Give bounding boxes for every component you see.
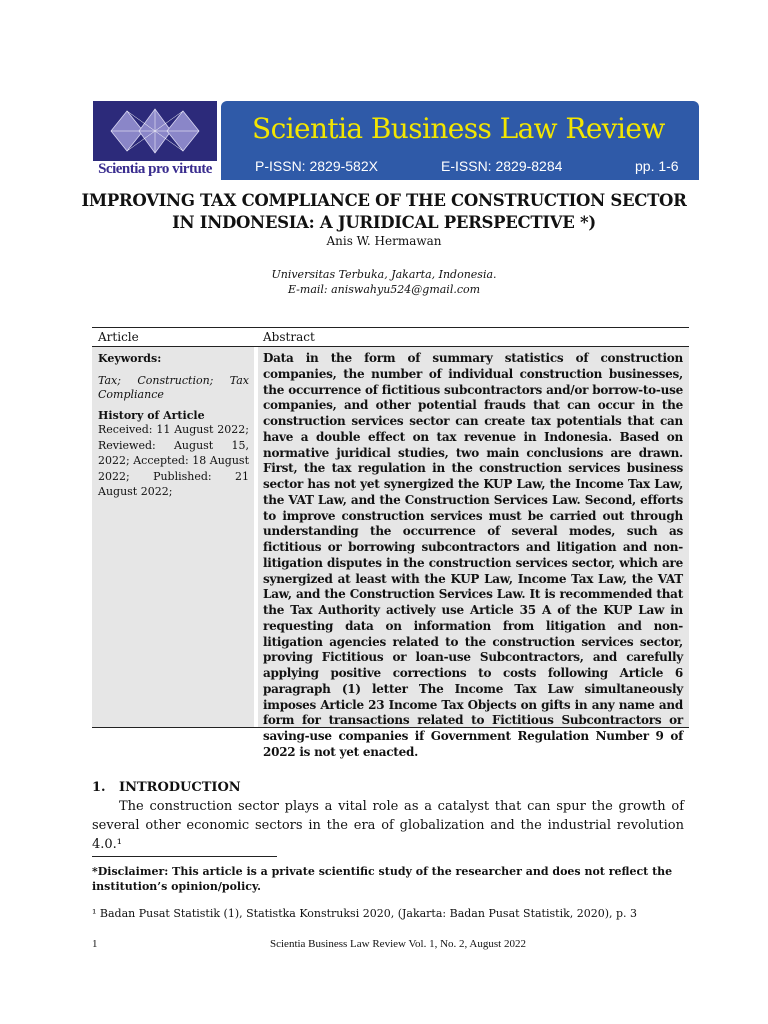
article-info-cell	[92, 347, 254, 727]
journal-logo	[93, 101, 217, 179]
footnote-1: ¹ Badan Pusat Statistik (1), Statistka Konstruksi 2020, (Jakarta: Badan Pusat Statistik, 2020), p. 3	[92, 907, 638, 920]
keywords-label: Keywords:	[98, 352, 162, 365]
table-bottom-rule	[92, 727, 689, 728]
history-label: History of Article	[98, 409, 205, 422]
section-number: 1.	[92, 780, 106, 795]
table-header-article: Article	[98, 330, 139, 344]
running-footer: Scientia Business Law Review Vol. 1, No. 2, August 2022	[270, 938, 526, 950]
footnote-disclaimer: *Disclaimer: This article is a private scientific study of the researcher and does not reflect the institution’s opinion/policy.	[92, 865, 673, 893]
section-heading	[92, 780, 241, 795]
affiliation: Universitas Terbuka, Jakarta, Indonesia.	[271, 268, 497, 281]
history-text: Received: 11 August 2022; Reviewed: August 15, 2022; Accepted: 18 August 2022; Published: 21 August 2022;	[98, 423, 249, 498]
article-title-line1: IMPROVING TAX COMPLIANCE OF THE CONSTRUCTION SECTOR	[81, 191, 687, 210]
section-title: INTRODUCTION	[119, 780, 241, 795]
p-issn: P-ISSN: 2829-582X	[255, 158, 378, 174]
page-number: 1	[92, 938, 98, 950]
author-email: E-mail: aniswahyu524@gmail.com	[287, 283, 481, 296]
page-range: pp. 1-6	[635, 158, 679, 174]
e-issn: E-ISSN: 2829-8284	[441, 158, 563, 174]
logo-diamond-pattern-icon	[93, 101, 217, 161]
abstract-text: Data in the form of summary statistics of construction companies, the number of individual construction businesses, the occurrence of fictitious subcontractors and/or borrow-to-use companies, and other potential frauds that can occur in the construction services sector can create tax potentials that can have a double effect on tax revenue in Indonesia. Based on normative juridical studies, two main conclusions are drawn. First, the tax regulation in the construction services business sector has not yet synergized the KUP Law, the Income Tax Law, the VAT Law, and the Construction Services Law. Second, efforts to improve construction services must be carried out through understanding the occurrence of several modes, such as fictitious or borrowing subcontractors and litigation and non-litigation disputes in the construction services sector, which are synergized at least with the KUP Law, Income Tax Law, the VAT Law, and the Construction Services Law. It is recommended that the Tax Authority actively use Article 35 A of the KUP Law in requesting data on information from litigation and non-litigation agencies related to the construction services sector, proving Fictitious or loan-use Subcontractors, and carefully applying positive corrections to costs following Article 6 paragraph (1) letter The Income Tax Law simultaneously imposes Article 23 Income Tax Objects on gifts in any name and form for transactions related to Fictitious Subcontractors or saving-use companies if Government Regulation Number 9 of 2022 is not yet enacted.	[263, 351, 683, 759]
author-name: Anis W. Hermawan	[326, 234, 442, 248]
logo-motto: Scientia pro virtute	[98, 161, 212, 177]
keywords-text: Tax; Construction; Tax Compliance	[98, 374, 249, 401]
footnote-rule	[92, 856, 277, 857]
journal-title: Scientia Business Law Review	[252, 112, 665, 145]
table-header-abstract: Abstract	[263, 330, 315, 344]
article-title-line2: IN INDONESIA: A JURIDICAL PERSPECTIVE *)	[172, 213, 596, 232]
intro-paragraph: The construction sector plays a vital role as a catalyst that can spur the growth of several other economic sectors in the era of globalization and the industrial revolution 4.0.¹	[92, 799, 684, 852]
table-top-rule	[92, 327, 689, 328]
